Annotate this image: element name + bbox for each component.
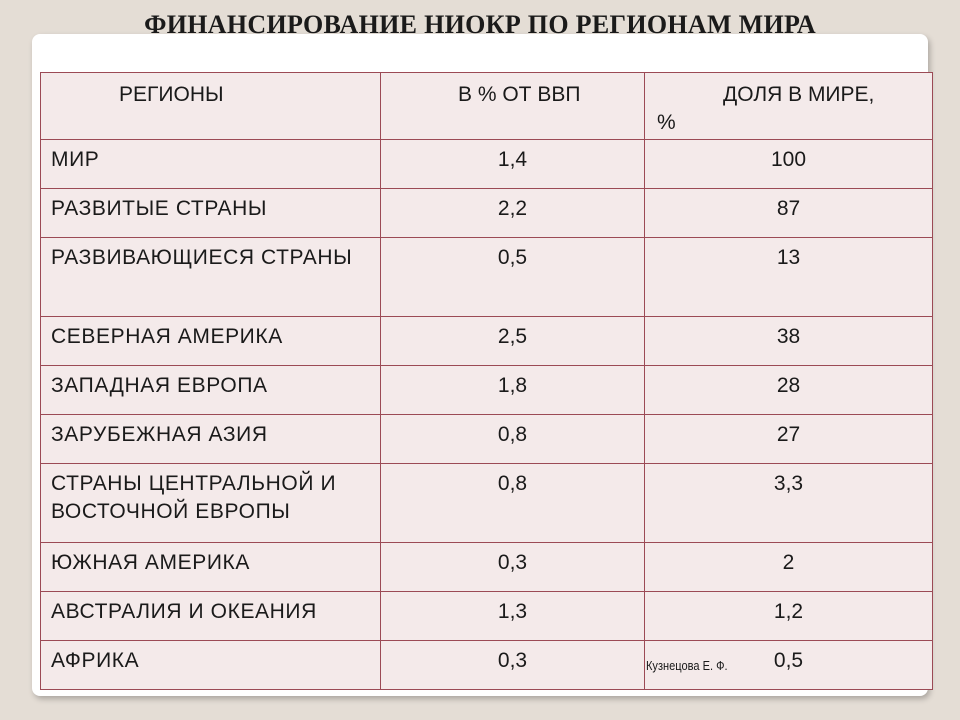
- region-cell: СТРАНЫ ЦЕНТРАЛЬНОЙ И ВОСТОЧНОЙ ЕВРОПЫ: [41, 464, 381, 543]
- share-cell: 3,3: [645, 464, 933, 543]
- gdp-cell: 0,8: [381, 464, 645, 543]
- table-row: [41, 464, 933, 543]
- gdp-cell: 1,4: [381, 140, 645, 189]
- table-row: [41, 592, 933, 641]
- share-cell: 28: [645, 366, 933, 415]
- gdp-cell: 1,3: [381, 592, 645, 641]
- share-cell: 2: [645, 543, 933, 592]
- gdp-cell: 0,8: [381, 415, 645, 464]
- region-cell: РАЗВИВАЮЩИЕСЯ СТРАНЫ: [41, 238, 381, 317]
- gdp-cell: 0,5: [381, 238, 645, 317]
- region-cell: АВСТРАЛИЯ И ОКЕАНИЯ: [41, 592, 381, 641]
- table-row: [41, 366, 933, 415]
- header-world-share-line1: ДОЛЯ В МИРЕ,: [723, 83, 875, 106]
- header-regions: РЕГИОНЫ: [41, 73, 381, 140]
- share-cell: 13: [645, 238, 933, 317]
- table-row: [41, 543, 933, 592]
- table-row: [41, 189, 933, 238]
- region-cell: ЗАПАДНАЯ ЕВРОПА: [41, 366, 381, 415]
- rnd-funding-table: [40, 72, 933, 690]
- share-cell: 1,2: [645, 592, 933, 641]
- share-cell: 27: [645, 415, 933, 464]
- header-gdp-percent: В % ОТ ВВП: [381, 73, 645, 140]
- table-header-row: [41, 73, 933, 140]
- header-world-share-line2: %: [657, 111, 676, 134]
- table-row: [41, 238, 933, 317]
- share-cell: 100: [645, 140, 933, 189]
- table-row: [41, 415, 933, 464]
- table-row: [41, 641, 933, 690]
- gdp-cell: 2,5: [381, 317, 645, 366]
- slide-title: ФИНАНСИРОВАНИЕ НИОКР ПО РЕГИОНАМ МИРА: [144, 10, 816, 39]
- gdp-cell: 2,2: [381, 189, 645, 238]
- region-cell: ЮЖНАЯ АМЕРИКА: [41, 543, 381, 592]
- gdp-cell: 1,8: [381, 366, 645, 415]
- gdp-cell: 0,3: [381, 543, 645, 592]
- region-cell: АФРИКА: [41, 641, 381, 690]
- table-row: [41, 317, 933, 366]
- share-cell: 87: [645, 189, 933, 238]
- share-cell: 38: [645, 317, 933, 366]
- header-world-share: [645, 73, 933, 140]
- region-cell: РАЗВИТЫЕ СТРАНЫ: [41, 189, 381, 238]
- region-cell: ЗАРУБЕЖНАЯ АЗИЯ: [41, 415, 381, 464]
- author-caption: Кузнецова Е. Ф.: [646, 658, 728, 673]
- table-row: [41, 140, 933, 189]
- gdp-cell: 0,3: [381, 641, 645, 690]
- region-cell: СЕВЕРНАЯ АМЕРИКА: [41, 317, 381, 366]
- share-cell: 0,5: [645, 641, 933, 690]
- region-cell: МИР: [41, 140, 381, 189]
